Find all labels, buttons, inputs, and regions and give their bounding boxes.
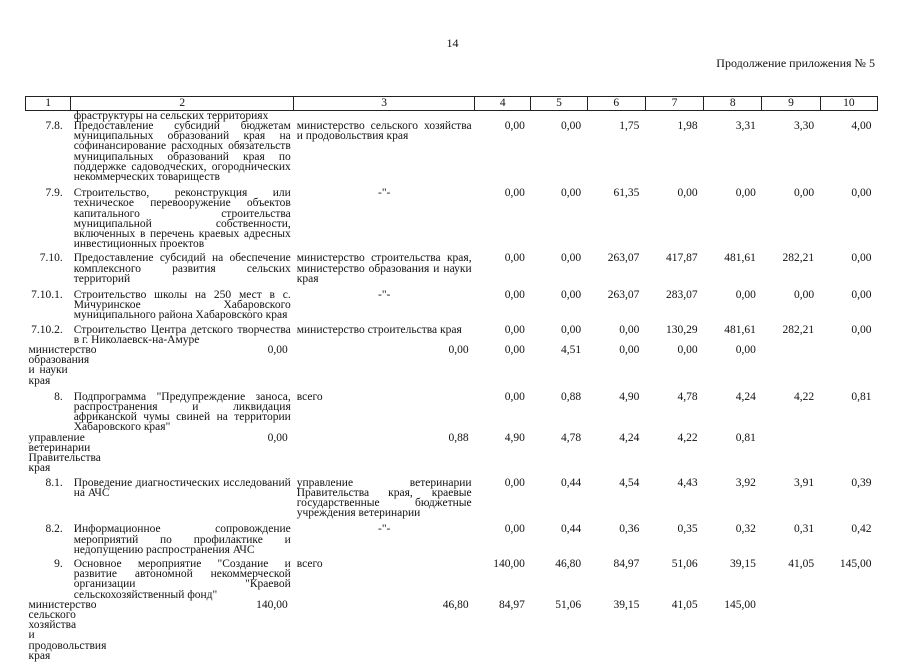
value-cell: 140,00 bbox=[256, 598, 288, 611]
value-cell: 46,80 bbox=[442, 598, 469, 611]
row-executor: всего bbox=[296, 557, 323, 570]
value-cell: 84,97 bbox=[498, 598, 525, 611]
value-cell: 0,32 bbox=[735, 523, 756, 536]
value-cell: 0,00 bbox=[619, 344, 640, 357]
row-number: 7.10.1. bbox=[31, 289, 63, 302]
value-cell: 4,78 bbox=[677, 390, 698, 403]
value-cell: 0,00 bbox=[448, 344, 469, 357]
value-cell: 417,87 bbox=[666, 252, 698, 265]
row-number: 7.10. bbox=[39, 252, 63, 265]
value-cell: 0,00 bbox=[677, 344, 698, 357]
value-cell: 41,05 bbox=[671, 598, 698, 611]
table-header-row bbox=[26, 97, 878, 111]
column-header: 5 bbox=[531, 97, 587, 111]
value-cell: 0,00 bbox=[504, 252, 525, 265]
value-cell: 0,00 bbox=[504, 289, 525, 302]
page-number: 14 bbox=[446, 36, 459, 50]
continuation-text: фраструктуры на сельских территориях bbox=[73, 110, 269, 122]
value-cell: 4,22 bbox=[677, 431, 698, 444]
table-row bbox=[26, 392, 878, 431]
value-cell: 39,15 bbox=[730, 557, 756, 570]
row-description: Предоставление субсидий на обеспечение комплексного развития сельских территорий bbox=[73, 252, 291, 285]
row-number: 9. bbox=[54, 557, 63, 570]
row-description: Строительство, реконструкция или техническое перевооружение объектов капитального строительства муниципальной собственности, включенных в перечень краевых адресных инвестиционных проектов bbox=[73, 187, 291, 251]
value-cell: 46,80 bbox=[555, 557, 582, 570]
value-cell: 51,06 bbox=[671, 557, 698, 570]
value-cell: 0,00 bbox=[619, 323, 640, 336]
value-cell: 0,00 bbox=[735, 289, 756, 302]
value-cell: 0,00 bbox=[504, 523, 525, 536]
value-cell: 4,90 bbox=[504, 431, 525, 444]
value-cell: 0,00 bbox=[267, 431, 288, 444]
value-cell: 0,88 bbox=[560, 390, 582, 403]
value-cell: 130,29 bbox=[666, 323, 698, 336]
value-cell: 39,15 bbox=[613, 598, 640, 611]
row-executor: -"- bbox=[377, 187, 391, 200]
table-row bbox=[26, 524, 878, 555]
value-cell: 0,81 bbox=[851, 390, 872, 403]
row-description: Строительство школы на 250 мест в с. Мичуринское Хабаровского муниципального района Хабаровского края bbox=[73, 289, 291, 322]
value-cell: 0,36 bbox=[619, 523, 640, 536]
value-cell: 3,91 bbox=[794, 476, 815, 489]
row-executor: управление ветеринарии Правительства края, краевые государственные бюджетные учреждения ветеринарии bbox=[296, 476, 472, 520]
table-subrow bbox=[26, 345, 878, 386]
value-cell: 84,97 bbox=[613, 557, 640, 570]
value-cell: 0,81 bbox=[735, 431, 756, 444]
value-cell: 0,00 bbox=[560, 289, 582, 302]
column-header: 1 bbox=[26, 97, 71, 111]
value-cell: 51,06 bbox=[555, 598, 582, 611]
row-executor: -"- bbox=[377, 523, 391, 536]
program-funding-table bbox=[25, 96, 878, 661]
row-executor: -"- bbox=[377, 289, 391, 302]
value-cell: 0,44 bbox=[560, 476, 582, 489]
table-subrow bbox=[26, 600, 878, 661]
value-cell: 0,00 bbox=[735, 344, 756, 357]
column-header: 8 bbox=[704, 97, 762, 111]
value-cell: 0,00 bbox=[504, 323, 525, 336]
value-cell: 0,42 bbox=[851, 523, 872, 536]
value-cell: 4,00 bbox=[851, 120, 872, 132]
value-cell: 4,51 bbox=[560, 344, 582, 357]
column-header: 3 bbox=[294, 97, 475, 111]
value-cell: 481,61 bbox=[724, 252, 756, 265]
column-header: 2 bbox=[71, 97, 294, 111]
row-number: 8.1. bbox=[45, 476, 63, 489]
row-executor: министерство строительства края bbox=[296, 323, 462, 336]
row-description: Строительство Центра детского творчества в г. Николаевск-на-Амуре bbox=[73, 323, 291, 346]
value-cell: 3,31 bbox=[735, 120, 756, 132]
value-cell: 41,05 bbox=[788, 557, 815, 570]
table-row bbox=[26, 253, 878, 284]
row-number: 7.8. bbox=[45, 120, 63, 132]
row-executor: министерство образования и науки края bbox=[28, 344, 97, 387]
value-cell: 481,61 bbox=[724, 323, 756, 336]
value-cell: 0,00 bbox=[504, 476, 525, 489]
value-cell: 4,90 bbox=[619, 390, 640, 403]
value-cell: 1,75 bbox=[619, 120, 640, 132]
value-cell: 145,00 bbox=[839, 557, 872, 570]
value-cell: 0,00 bbox=[851, 323, 872, 336]
value-cell: 0,35 bbox=[677, 523, 698, 536]
value-cell: 283,07 bbox=[666, 289, 698, 302]
value-cell: 0,00 bbox=[794, 187, 815, 200]
table-row bbox=[26, 290, 878, 321]
row-description: Подпрограмма "Предупреждение заноса, распространения и ликвидация африканской чумы свиней на территории Хабаровского края" bbox=[73, 390, 291, 434]
value-cell: 0,00 bbox=[504, 187, 525, 200]
row-executor: управление ветеринарии Правительства края bbox=[28, 431, 101, 475]
row-number: 7.10.2. bbox=[31, 323, 63, 336]
value-cell: 61,35 bbox=[613, 187, 640, 200]
value-cell: 0,00 bbox=[504, 344, 525, 357]
value-cell: 4,24 bbox=[735, 390, 756, 403]
value-cell: 4,24 bbox=[619, 431, 640, 444]
table-row bbox=[26, 559, 878, 598]
value-cell: 0,00 bbox=[267, 344, 288, 357]
value-cell: 4,78 bbox=[560, 431, 582, 444]
value-cell: 0,88 bbox=[448, 431, 469, 444]
table-row bbox=[26, 478, 878, 519]
value-cell: 0,00 bbox=[851, 187, 872, 200]
appendix-note: Продолжение приложения № 5 bbox=[716, 56, 875, 70]
table-subrow bbox=[26, 433, 878, 474]
column-header: 9 bbox=[762, 97, 820, 111]
value-cell: 4,22 bbox=[794, 390, 815, 403]
value-cell: 263,07 bbox=[607, 252, 640, 265]
table-row bbox=[26, 121, 878, 182]
value-cell: 0,00 bbox=[677, 187, 698, 200]
value-cell: 282,21 bbox=[782, 323, 815, 336]
value-cell: 0,39 bbox=[851, 476, 872, 489]
value-cell: 4,54 bbox=[619, 476, 640, 489]
table-body bbox=[26, 111, 878, 661]
value-cell: 0,00 bbox=[560, 120, 582, 132]
value-cell: 0,00 bbox=[735, 187, 756, 200]
table-row bbox=[26, 188, 878, 249]
value-cell: 3,92 bbox=[735, 476, 756, 489]
row-executor: министерство сельского хозяйства и продовольствия края bbox=[28, 598, 107, 662]
value-cell: 3,30 bbox=[794, 120, 815, 132]
row-description: Информационное сопровождение мероприятий по профилактике и недопущению распространения АЧС bbox=[73, 523, 291, 556]
value-cell: 140,00 bbox=[493, 557, 525, 570]
row-executor: министерство сельского хозяйства и продовольствия края bbox=[296, 120, 472, 143]
row-number: 7.9. bbox=[45, 187, 63, 200]
value-cell: 0,44 bbox=[560, 523, 582, 536]
table-row bbox=[26, 325, 878, 343]
value-cell: 145,00 bbox=[724, 598, 756, 611]
row-description: Основное мероприятие "Создание и развитие автономной некоммерческой организации "Краевой сельскохозяйственный фонд" bbox=[73, 557, 291, 601]
value-cell: 1,98 bbox=[677, 120, 698, 132]
column-header: 10 bbox=[820, 97, 877, 111]
row-number: 8.2. bbox=[45, 523, 63, 536]
value-cell: 0,00 bbox=[560, 187, 582, 200]
row-description: Проведение диагностических исследований на АЧС bbox=[73, 476, 291, 499]
value-cell: 263,07 bbox=[607, 289, 640, 302]
value-cell: 282,21 bbox=[782, 252, 815, 265]
value-cell: 0,00 bbox=[504, 390, 525, 403]
row-description: Предоставление субсидий бюджетам муниципальных образований края на софинансирование расходных обязательств муниципальных образований края по поддержке садоводческих, огороднических некоммерческих товариществ bbox=[73, 120, 291, 184]
value-cell: 0,00 bbox=[560, 323, 582, 336]
column-header: 7 bbox=[645, 97, 703, 111]
value-cell: 0,00 bbox=[560, 252, 582, 265]
value-cell: 0,31 bbox=[794, 523, 815, 536]
column-header: 6 bbox=[587, 97, 645, 111]
row-number: 8. bbox=[54, 390, 63, 403]
row-executor: всего bbox=[296, 390, 323, 403]
column-header: 4 bbox=[475, 97, 531, 111]
value-cell: 0,00 bbox=[851, 252, 872, 265]
value-cell: 4,43 bbox=[677, 476, 698, 489]
value-cell: 0,00 bbox=[851, 289, 872, 302]
value-cell: 0,00 bbox=[504, 120, 525, 132]
value-cell: 0,00 bbox=[794, 289, 815, 302]
row-executor: министерство строительства края, министерство образования и науки края bbox=[296, 252, 472, 285]
